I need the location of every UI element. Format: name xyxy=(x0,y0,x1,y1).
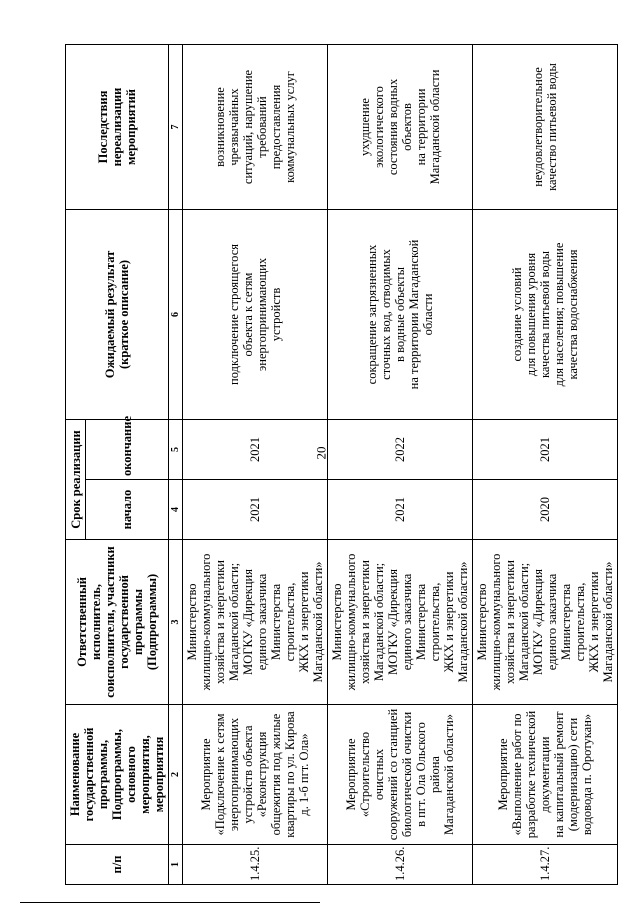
header-result: Ожидаемый результат (краткое описание) xyxy=(66,209,169,419)
row-end: 2022 xyxy=(328,419,473,479)
header-end: окончание xyxy=(86,419,169,479)
row-result: сокращение загрязненных сточных вод, отводимых в водные объекты на территории Магаданской области xyxy=(328,209,473,419)
header-name: Наименование государственной программы, Подпрограммы, основного мероприятия, мероприятия xyxy=(66,705,169,845)
header-consequences: Последствия нереализации мероприятий xyxy=(66,44,169,209)
header-period: Срок реализации xyxy=(66,419,86,539)
column-number: 2 xyxy=(169,705,183,845)
row-name: Мероприятие «Строительство очистных сооружений со станцией биологической очистки в пгт. Ола Ольского района Магаданской области» xyxy=(328,705,473,845)
row-name: Мероприятие «Выполнение работ по разработке технической документации на капитальный ремонт (модернизацию) сети водовода п. Оротукан» xyxy=(473,705,618,845)
row-end: 2021 xyxy=(473,419,618,479)
column-number: 3 xyxy=(169,540,183,705)
column-number: 5 xyxy=(169,419,183,479)
row-result: подключение строящегося объекта к сетям энергопринимающих устройств xyxy=(183,209,328,419)
header-num: п/п xyxy=(66,845,169,885)
column-number: 7 xyxy=(169,44,183,209)
row-executor: Министерство жилищно-коммунального хозяйства и энергетики Магаданской области; МОГКУ «Дирекция единого заказчика Министерства строительства, ЖКХ и энергетики Магаданской области» xyxy=(473,540,618,705)
bottom-rule xyxy=(20,902,320,903)
page-number: 20 xyxy=(313,446,329,460)
row-num: 1.4.26. xyxy=(328,845,473,885)
row-consequences: неудовлетворительное качество питьевой воды xyxy=(473,44,618,209)
row-start: 2021 xyxy=(328,480,473,540)
table-row xyxy=(183,44,328,884)
row-executor: Министерство жилищно-коммунального хозяйства и энергетики Магаданской области; МОГКУ «Дирекция единого заказчика Министерства строительства, ЖКХ и энергетики Магаданской области» xyxy=(328,540,473,705)
table-row xyxy=(473,44,618,884)
row-consequences: ухудшение экологического состояния водных объектов на территории Магаданской области xyxy=(328,44,473,209)
column-number: 6 xyxy=(169,209,183,419)
column-number: 4 xyxy=(169,480,183,540)
measures-table xyxy=(65,44,618,885)
row-end: 2021 xyxy=(183,419,328,479)
table-row xyxy=(328,44,473,884)
rotated-table-container xyxy=(65,45,615,885)
row-consequences: возникновение чрезвычайных ситуаций, нарушение требований предоставления коммунальных услуг xyxy=(183,44,328,209)
column-number: 1 xyxy=(169,845,183,885)
row-num: 1.4.25. xyxy=(183,845,328,885)
row-name: Мероприятие «Подключение к сетям энергопринимающих устройств объекта «Реконструкция общежития под жилые квартиры по ул. Кирова д. 1-б пгт. Ола» xyxy=(183,705,328,845)
row-executor: Министерство жилищно-коммунального хозяйства и энергетики Магаданской области; МОГКУ «Дирекция единого заказчика Министерства строительства, ЖКХ и энергетики Магаданской области» xyxy=(183,540,328,705)
row-result: создание условий для повышения уровня качества питьевой воды для населения; повышение качества водоснабжения xyxy=(473,209,618,419)
header-start: начало xyxy=(86,480,169,540)
header-executor: Ответственный исполнитель, соисполнители, участники государственной программы (Подпрограммы) xyxy=(66,540,169,705)
row-start: 2020 xyxy=(473,480,618,540)
row-start: 2021 xyxy=(183,480,328,540)
row-num: 1.4.27. xyxy=(473,845,618,885)
